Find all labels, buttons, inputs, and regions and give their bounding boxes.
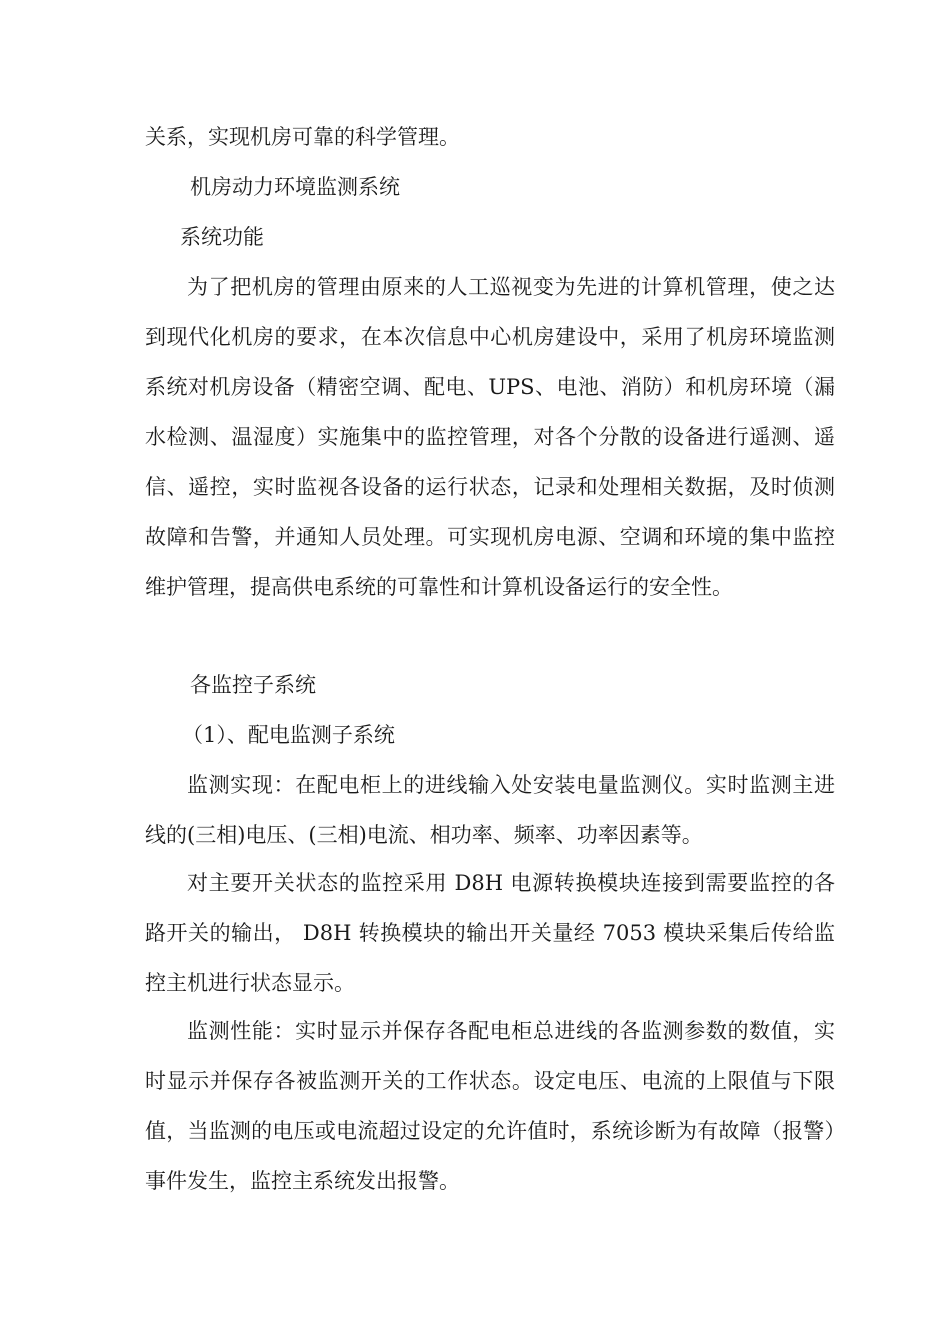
monitoring-implementation-paragraph: 监测实现：在配电柜上的进线输入处安装电量监测仪。实时监测主进线的(三相)电压、(三相)电流、相功率、频率、功率因素等。 [145, 773, 835, 847]
switch-monitoring-paragraph: 对主要开关状态的监控采用 D8H 电源转换模块连接到需要监控的各路开关的输出， D8H 转换模块的输出开关量经 7053 模块采集后传给监控主机进行状态显示。 [145, 871, 835, 995]
subsection-heading-system-function: 系统功能 [180, 225, 264, 249]
intro-tail-paragraph: 关系，实现机房可靠的科学管理。 [145, 125, 460, 149]
subsection-heading-subsystems: 各监控子系统 [190, 673, 316, 697]
monitoring-performance-paragraph: 监测性能：实时显示并保存各配电柜总进线的各监测参数的数值，实时显示并保存各被监测开关的工作状态。设定电压、电流的上限值与下限值，当监测的电压或电流超过设定的允许值时，系统诊断为有故障（报警）事件发生，监控主系统发出报警。 [145, 1019, 835, 1193]
section-heading-monitoring-system: 机房动力环境监测系统 [190, 175, 400, 199]
subsection-heading-power-distribution: （1）、配电监测子系统 [182, 723, 395, 747]
system-function-paragraph: 为了把机房的管理由原来的人工巡视变为先进的计算机管理，使之达到现代化机房的要求，在本次信息中心机房建设中，采用了机房环境监测系统对机房设备（精密空调、配电、UPS、电池、消防）和机房环境（漏水检测、温湿度）实施集中的监控管理，对各个分散的设备进行遥测、遥信、遥控，实时监视各设备的运行状态，记录和处理相关数据，及时侦测故障和告警，并通知人员处理。可实现机房电源、空调和环境的集中监控维护管理，提高供电系统的可靠性和计算机设备运行的安全性。 [145, 275, 835, 599]
